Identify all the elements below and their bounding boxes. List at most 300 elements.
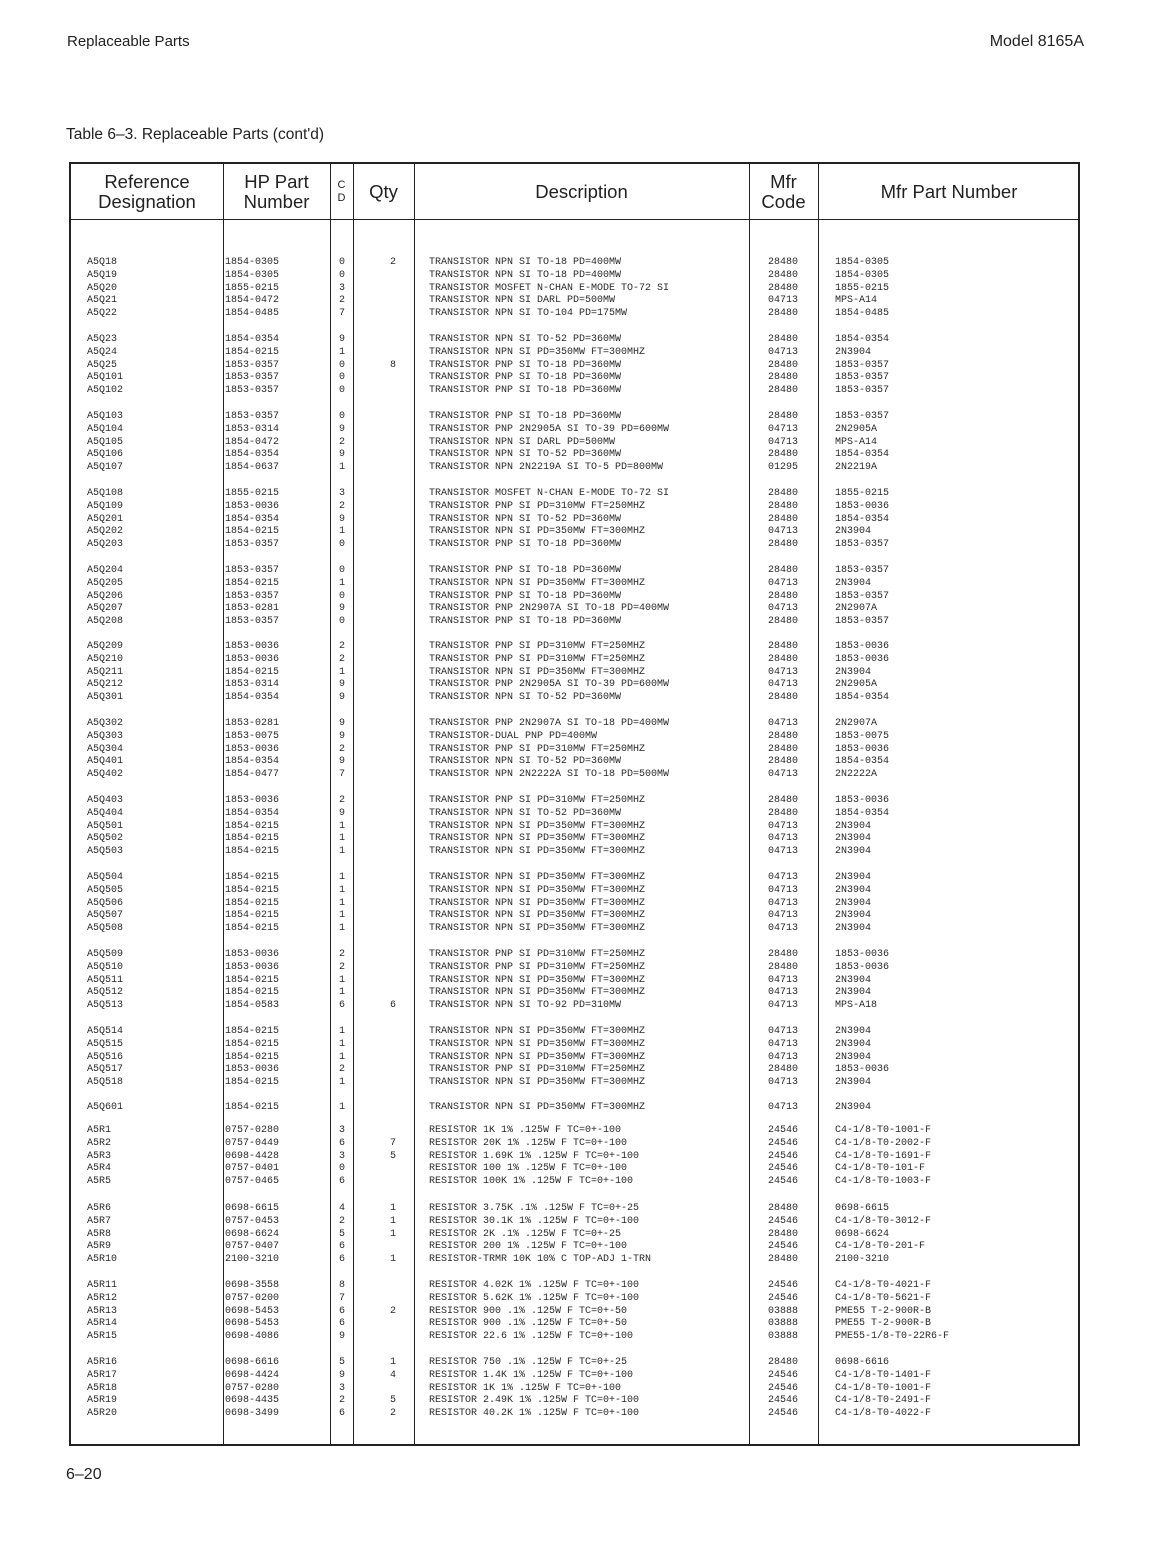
table-row <box>71 410 1078 423</box>
hp-part-number: 0698-4435 <box>225 1395 280 1407</box>
ref-designation: A5R6 <box>87 1203 112 1214</box>
mfr-code: 28480 <box>767 308 798 320</box>
hp-part-number: 1853-0357 <box>225 411 280 422</box>
mfr-part-number: 2N3904 <box>835 666 872 678</box>
hp-part-number: 0757-0465 <box>225 1176 280 1188</box>
hp-part-number: 0757-0449 <box>225 1137 280 1149</box>
mfr-code: 04713 <box>767 718 798 729</box>
cd-digit: 5 <box>339 1228 346 1240</box>
cd-digit: 1 <box>339 846 346 858</box>
description: TRANSISTOR NPN SI PD=350MW FT=300MHZ <box>429 846 646 858</box>
hp-part-number: 1854-0354 <box>225 756 280 768</box>
mfr-part-number: 2N2907A <box>835 718 878 729</box>
mfr-part-number: 2N3904 <box>835 910 872 922</box>
description: TRANSISTOR NPN SI TO-52 PD=360MW <box>429 334 622 345</box>
ref-designation: A5Q107 <box>87 462 124 474</box>
mfr-part-number: 2N3904 <box>835 577 872 589</box>
cd-digit: 3 <box>339 1125 346 1136</box>
ref-designation: A5R9 <box>87 1241 112 1253</box>
ref-designation: A5Q24 <box>87 346 118 358</box>
cd-digit: 6 <box>339 1176 346 1188</box>
ref-designation: A5Q105 <box>87 436 124 448</box>
ref-designation: A5Q514 <box>87 1026 124 1037</box>
cd-digit: 0 <box>339 269 346 281</box>
cd-digit: 1 <box>339 346 346 358</box>
cd-digit: 9 <box>339 603 346 615</box>
table-row <box>71 845 1078 858</box>
hp-part-number: 1854-0215 <box>225 1026 280 1037</box>
cd-digit: 9 <box>339 449 346 461</box>
mfr-code: 28480 <box>767 257 798 268</box>
cd-digit: 2 <box>339 641 346 652</box>
description: TRANSISTOR NPN SI PD=350MW FT=300MHZ <box>429 526 646 538</box>
mfr-part-number: 2N2905A <box>835 423 878 435</box>
mfr-code: 28480 <box>767 359 798 371</box>
description: TRANSISTOR NPN SI PD=350MW FT=300MHZ <box>429 1051 646 1063</box>
hp-part-number: 1854-0305 <box>225 269 280 281</box>
description: RESISTOR 100 1% .125W F TC=0+-100 <box>429 1163 628 1175</box>
ref-designation: A5Q303 <box>87 730 124 742</box>
table-row <box>71 807 1078 820</box>
table-row <box>71 564 1078 577</box>
mfr-code: 04713 <box>767 1051 798 1063</box>
mfr-code: 28480 <box>767 539 798 551</box>
table-row <box>71 487 1078 500</box>
qty: 6 <box>389 1000 396 1012</box>
mfr-code: 24546 <box>767 1369 798 1381</box>
ref-designation: A5Q202 <box>87 526 124 538</box>
mfr-code: 04713 <box>767 910 798 922</box>
mfr-part-number: 2N3904 <box>835 884 872 896</box>
mfr-code: 04713 <box>767 666 798 678</box>
table-row <box>71 448 1078 461</box>
hp-part-number: 0698-6624 <box>225 1228 280 1240</box>
qty: 1 <box>389 1254 396 1266</box>
hp-part-number: 1853-0357 <box>225 590 280 602</box>
mfr-part-number: C4-1/8-T0-2002-F <box>835 1137 932 1149</box>
ref-designation: A5Q507 <box>87 910 124 922</box>
hp-part-number: 1854-0215 <box>225 666 280 678</box>
mfr-part-number: 1853-0036 <box>835 653 890 665</box>
ref-designation: A5Q502 <box>87 833 124 845</box>
description: TRANSISTOR MOSFET N-CHAN E-MODE TO-72 SI <box>429 282 670 294</box>
mfr-code: 24546 <box>767 1137 798 1149</box>
table-row <box>71 871 1078 884</box>
mfr-code: 04713 <box>767 436 798 448</box>
ref-designation: A5Q21 <box>87 295 118 307</box>
description: TRANSISTOR NPN SI TO-52 PD=360MW <box>429 449 622 461</box>
qty: 1 <box>389 1357 396 1368</box>
mfr-part-number: 1853-0036 <box>835 1064 890 1076</box>
description: TRANSISTOR NPN SI PD=350MW FT=300MHZ <box>429 1077 646 1089</box>
cd-digit: 6 <box>339 1408 346 1420</box>
cd-digit: 1 <box>339 1077 346 1089</box>
ref-designation: A5Q513 <box>87 1000 124 1012</box>
hp-part-number: 1853-0357 <box>225 616 280 628</box>
mfr-part-number: 1855-0215 <box>835 488 890 499</box>
ref-designation: A5Q501 <box>87 820 124 832</box>
qty: 1 <box>389 1228 396 1240</box>
table-row <box>71 1175 1078 1188</box>
table-row <box>71 1202 1078 1215</box>
description: TRANSISTOR NPN SI DARL PD=500MW <box>429 436 616 448</box>
table-row <box>71 986 1078 999</box>
hp-part-number: 0757-0280 <box>225 1382 280 1394</box>
description: TRANSISTOR NPN SI DARL PD=500MW <box>429 295 616 307</box>
mfr-part-number: 1854-0305 <box>835 269 890 281</box>
hp-part-number: 1853-0357 <box>225 539 280 551</box>
mfr-part-number: C4-1/8-T0-1003-F <box>835 1176 932 1188</box>
hp-part-number: 0698-5453 <box>225 1318 280 1330</box>
table-row <box>71 1317 1078 1330</box>
description: RESISTOR 1.69K 1% .125W F TC=0+-100 <box>429 1150 640 1162</box>
table-row <box>71 384 1078 397</box>
ref-designation: A5R10 <box>87 1254 118 1266</box>
description: TRANSISTOR PNP SI TO-18 PD=360MW <box>429 359 622 371</box>
ref-designation: A5Q508 <box>87 923 124 935</box>
ref-designation: A5Q505 <box>87 884 124 896</box>
hp-part-number: 1853-0357 <box>225 359 280 371</box>
hp-part-number: 1853-0036 <box>225 949 280 960</box>
cd-digit: 5 <box>339 1357 346 1368</box>
mfr-code: 24546 <box>767 1215 798 1227</box>
mfr-code: 28480 <box>767 385 798 397</box>
ref-designation: A5Q212 <box>87 679 124 691</box>
mfr-part-number: 1855-0215 <box>835 282 890 294</box>
description: TRANSISTOR NPN SI TO-18 PD=400MW <box>429 269 622 281</box>
description: RESISTOR 900 .1% .125W F TC=0+-50 <box>429 1318 628 1330</box>
ref-designation: A5Q511 <box>87 974 124 986</box>
cd-digit: 2 <box>339 743 346 755</box>
mfr-part-number: 2100-3210 <box>835 1254 890 1266</box>
qty: 1 <box>389 1203 396 1214</box>
cd-digit: 3 <box>339 1150 346 1162</box>
cd-digit: 6 <box>339 1241 346 1253</box>
table-row <box>71 461 1078 474</box>
description: RESISTOR 20K 1% .125W F TC=0+-100 <box>429 1137 628 1149</box>
mfr-part-number: PME55 T-2-900R-B <box>835 1305 932 1317</box>
mfr-code: 03888 <box>767 1305 798 1317</box>
ref-designation: A5R2 <box>87 1137 112 1149</box>
hp-part-number: 1854-0485 <box>225 308 280 320</box>
mfr-code: 28480 <box>767 1254 798 1266</box>
cd-digit: 1 <box>339 974 346 986</box>
hp-part-number: 1854-0215 <box>225 910 280 922</box>
hp-part-number: 1854-0215 <box>225 846 280 858</box>
mfr-part-number: 2N3904 <box>835 1038 872 1050</box>
cd-digit: 1 <box>339 1026 346 1037</box>
qty: 8 <box>389 359 396 371</box>
ref-designation: A5Q20 <box>87 282 118 294</box>
ref-designation: A5Q104 <box>87 423 124 435</box>
description: TRANSISTOR PNP 2N2905A SI TO-39 PD=600MW <box>429 423 670 435</box>
mfr-part-number: MPS-A14 <box>835 295 878 307</box>
mfr-part-number: 1853-0036 <box>835 795 890 806</box>
ref-designation: A5Q204 <box>87 565 124 576</box>
description: TRANSISTOR NPN SI PD=350MW FT=300MHZ <box>429 346 646 358</box>
col-header-hp-part: HP Part Number <box>243 170 310 212</box>
mfr-code: 24546 <box>767 1280 798 1291</box>
mfr-code: 24546 <box>767 1395 798 1407</box>
ref-designation: A5R14 <box>87 1318 118 1330</box>
table-row <box>71 359 1078 372</box>
cd-digit: 0 <box>339 616 346 628</box>
table-row <box>71 1063 1078 1076</box>
table-row <box>71 1407 1078 1420</box>
table-row <box>71 590 1078 603</box>
mfr-part-number: 0698-6615 <box>835 1203 890 1214</box>
description: TRANSISTOR NPN SI TO-92 PD=310MW <box>429 1000 622 1012</box>
cd-digit: 0 <box>339 539 346 551</box>
description: RESISTOR 1K 1% .125W F TC=0+-100 <box>429 1125 622 1136</box>
ref-designation: A5Q515 <box>87 1038 124 1050</box>
mfr-code: 28480 <box>767 269 798 281</box>
description: RESISTOR 40.2K 1% .125W F TC=0+-100 <box>429 1408 640 1420</box>
table-row <box>71 602 1078 615</box>
table-row <box>71 294 1078 307</box>
table-row <box>71 717 1078 730</box>
page-number: 6–20 <box>66 1466 102 1483</box>
ref-designation: A5Q509 <box>87 949 124 960</box>
qty: 7 <box>389 1137 396 1149</box>
mfr-part-number: 2N3904 <box>835 846 872 858</box>
hp-part-number: 0698-4428 <box>225 1150 280 1162</box>
mfr-code: 28480 <box>767 641 798 652</box>
mfr-code: 28480 <box>767 807 798 819</box>
mfr-code: 04713 <box>767 1077 798 1089</box>
mfr-code: 28480 <box>767 616 798 628</box>
mfr-part-number: 1854-0354 <box>835 692 890 704</box>
description: RESISTOR 900 .1% .125W F TC=0+-50 <box>429 1305 628 1317</box>
description: RESISTOR 4.02K 1% .125W F TC=0+-100 <box>429 1280 640 1291</box>
mfr-part-number: PME55 T-2-900R-B <box>835 1318 932 1330</box>
mfr-part-number: 2N3904 <box>835 526 872 538</box>
ref-designation: A5R8 <box>87 1228 112 1240</box>
mfr-code: 04713 <box>767 820 798 832</box>
cd-digit: 6 <box>339 1305 346 1317</box>
mfr-part-number: C4-1/8-T0-201-F <box>835 1241 926 1253</box>
ref-designation: A5Q601 <box>87 1102 124 1113</box>
mfr-code: 28480 <box>767 513 798 525</box>
mfr-code: 04713 <box>767 833 798 845</box>
mfr-part-number: 0698-6616 <box>835 1357 890 1368</box>
mfr-part-number: 2N3904 <box>835 833 872 845</box>
mfr-code: 28480 <box>767 949 798 960</box>
col-header-qty: Qty <box>369 180 398 202</box>
mfr-code: 28480 <box>767 743 798 755</box>
cd-digit: 4 <box>339 1203 346 1214</box>
cd-digit: 1 <box>339 1051 346 1063</box>
description: TRANSISTOR PNP SI PD=310MW FT=250MHZ <box>429 743 646 755</box>
mfr-code: 28480 <box>767 692 798 704</box>
mfr-code: 04713 <box>767 1102 798 1113</box>
cd-digit: 2 <box>339 436 346 448</box>
mfr-part-number: 2N2907A <box>835 603 878 615</box>
cd-digit: 2 <box>339 1064 346 1076</box>
cd-digit: 9 <box>339 1369 346 1381</box>
description: RESISTOR 1K 1% .125W F TC=0+-100 <box>429 1382 622 1394</box>
cd-digit: 0 <box>339 411 346 422</box>
mfr-code: 04713 <box>767 603 798 615</box>
table-row <box>71 1356 1078 1369</box>
description: TRANSISTOR NPN SI PD=350MW FT=300MHZ <box>429 897 646 909</box>
table-row <box>71 1150 1078 1163</box>
table-row <box>71 922 1078 935</box>
hp-part-number: 1853-0357 <box>225 372 280 384</box>
description: RESISTOR-TRMR 10K 10% C TOP-ADJ 1-TRN <box>429 1254 652 1266</box>
ref-designation: A5Q506 <box>87 897 124 909</box>
mfr-part-number: 1853-0357 <box>835 565 890 576</box>
cd-digit: 1 <box>339 872 346 883</box>
ref-designation: A5Q205 <box>87 577 124 589</box>
mfr-part-number: C4-1/8-T0-1691-F <box>835 1150 932 1162</box>
table-row <box>71 1215 1078 1228</box>
ref-designation: A5R3 <box>87 1150 112 1162</box>
mfr-part-number: 1854-0354 <box>835 334 890 345</box>
mfr-part-number: 1853-0357 <box>835 385 890 397</box>
hp-part-number: 1853-0036 <box>225 743 280 755</box>
mfr-code: 04713 <box>767 1026 798 1037</box>
cd-digit: 0 <box>339 385 346 397</box>
ref-designation: A5Q401 <box>87 756 124 768</box>
table-row <box>71 653 1078 666</box>
cd-digit: 9 <box>339 718 346 729</box>
ref-designation: A5R20 <box>87 1408 118 1420</box>
description: TRANSISTOR NPN SI PD=350MW FT=300MHZ <box>429 577 646 589</box>
table-row <box>71 1228 1078 1241</box>
mfr-code: 24546 <box>767 1163 798 1175</box>
description: TRANSISTOR PNP SI TO-18 PD=360MW <box>429 539 622 551</box>
description: TRANSISTOR PNP SI TO-18 PD=360MW <box>429 590 622 602</box>
mfr-code: 04713 <box>767 346 798 358</box>
mfr-code: 04713 <box>767 974 798 986</box>
cd-digit: 9 <box>339 756 346 768</box>
ref-designation: A5Q211 <box>87 666 124 678</box>
mfr-part-number: 1853-0357 <box>835 539 890 551</box>
col-header-reference: Reference Designation <box>98 170 196 212</box>
description: TRANSISTOR-DUAL PNP PD=400MW <box>429 730 598 742</box>
table-row <box>71 1253 1078 1266</box>
running-header-model: Model 8165A <box>989 33 1084 50</box>
hp-part-number: 1854-0215 <box>225 1077 280 1089</box>
mfr-code: 04713 <box>767 679 798 691</box>
description: TRANSISTOR NPN SI TO-18 PD=400MW <box>429 257 622 268</box>
hp-part-number: 0698-4424 <box>225 1369 280 1381</box>
mfr-part-number: 2N3904 <box>835 923 872 935</box>
cd-digit: 0 <box>339 565 346 576</box>
mfr-code: 24546 <box>767 1150 798 1162</box>
mfr-part-number: C4-1/8-T0-2491-F <box>835 1395 932 1407</box>
mfr-part-number: 2N3904 <box>835 987 872 999</box>
table-row <box>71 1051 1078 1064</box>
description: TRANSISTOR PNP SI PD=310MW FT=250MHZ <box>429 961 646 973</box>
mfr-part-number: C4-1/8-T0-4021-F <box>835 1280 932 1291</box>
mfr-part-number: 1853-0036 <box>835 500 890 512</box>
hp-part-number: 1854-0354 <box>225 449 280 461</box>
mfr-part-number: PME55-1/8-T0-22R6-F <box>835 1331 950 1343</box>
mfr-code: 28480 <box>767 1203 798 1214</box>
description: TRANSISTOR PNP 2N2907A SI TO-18 PD=400MW <box>429 718 670 729</box>
cd-digit: 6 <box>339 1000 346 1012</box>
mfr-part-number: 1853-0075 <box>835 730 890 742</box>
table-row <box>71 961 1078 974</box>
table-row <box>71 640 1078 653</box>
ref-designation: A5Q304 <box>87 743 124 755</box>
description: TRANSISTOR NPN SI TO-104 PD=175MW <box>429 308 628 320</box>
mfr-part-number: 1853-0357 <box>835 411 890 422</box>
ref-designation: A5Q18 <box>87 257 118 268</box>
ref-designation: A5Q208 <box>87 616 124 628</box>
ref-designation: A5R16 <box>87 1357 118 1368</box>
hp-part-number: 1854-0637 <box>225 462 280 474</box>
table-row <box>71 794 1078 807</box>
mfr-part-number: 1853-0357 <box>835 616 890 628</box>
ref-designation: A5R17 <box>87 1369 118 1381</box>
ref-designation: A5Q402 <box>87 769 124 781</box>
cd-digit: 0 <box>339 257 346 268</box>
table-row <box>71 282 1078 295</box>
table-row <box>71 1330 1078 1343</box>
mfr-code: 28480 <box>767 795 798 806</box>
mfr-code: 04713 <box>767 897 798 909</box>
table-row <box>71 615 1078 628</box>
ref-designation: A5R4 <box>87 1163 112 1175</box>
mfr-code: 24546 <box>767 1125 798 1136</box>
table-row <box>71 1162 1078 1175</box>
hp-part-number: 1853-0281 <box>225 603 280 615</box>
mfr-code: 24546 <box>767 1241 798 1253</box>
hp-part-number: 1855-0215 <box>225 282 280 294</box>
description: TRANSISTOR NPN SI PD=350MW FT=300MHZ <box>429 1026 646 1037</box>
mfr-part-number: 1853-0357 <box>835 359 890 371</box>
table-row <box>71 1137 1078 1150</box>
mfr-code: 28480 <box>767 730 798 742</box>
cd-digit: 2 <box>339 653 346 665</box>
mfr-part-number: 2N3904 <box>835 974 872 986</box>
hp-part-number: 1855-0215 <box>225 488 280 499</box>
mfr-code: 04713 <box>767 1038 798 1050</box>
cd-digit: 9 <box>339 730 346 742</box>
description: TRANSISTOR NPN SI PD=350MW FT=300MHZ <box>429 833 646 845</box>
mfr-part-number: 2N3904 <box>835 1026 872 1037</box>
hp-part-number: 1853-0036 <box>225 1064 280 1076</box>
hp-part-number: 0757-0453 <box>225 1215 280 1227</box>
description: TRANSISTOR NPN SI TO-52 PD=360MW <box>429 756 622 768</box>
cd-digit: 3 <box>339 282 346 294</box>
cd-digit: 7 <box>339 1292 346 1304</box>
table-row <box>71 1279 1078 1292</box>
mfr-part-number: 1854-0354 <box>835 756 890 768</box>
mfr-code: 28480 <box>767 411 798 422</box>
mfr-part-number: 2N2219A <box>835 462 878 474</box>
cd-digit: 1 <box>339 833 346 845</box>
qty: 5 <box>389 1395 396 1407</box>
mfr-code: 04713 <box>767 872 798 883</box>
hp-part-number: 1854-0215 <box>225 897 280 909</box>
cd-digit: 6 <box>339 1254 346 1266</box>
description: TRANSISTOR PNP SI PD=310MW FT=250MHZ <box>429 653 646 665</box>
mfr-code: 28480 <box>767 961 798 973</box>
ref-designation: A5Q206 <box>87 590 124 602</box>
description: RESISTOR 100K 1% .125W F TC=0+-100 <box>429 1176 634 1188</box>
hp-part-number: 1854-0305 <box>225 257 280 268</box>
table-row <box>71 666 1078 679</box>
hp-part-number: 1854-0215 <box>225 1102 280 1113</box>
mfr-code: 28480 <box>767 334 798 345</box>
ref-designation: A5Q517 <box>87 1064 124 1076</box>
ref-designation: A5Q504 <box>87 872 124 883</box>
mfr-part-number: 2N3904 <box>835 1051 872 1063</box>
